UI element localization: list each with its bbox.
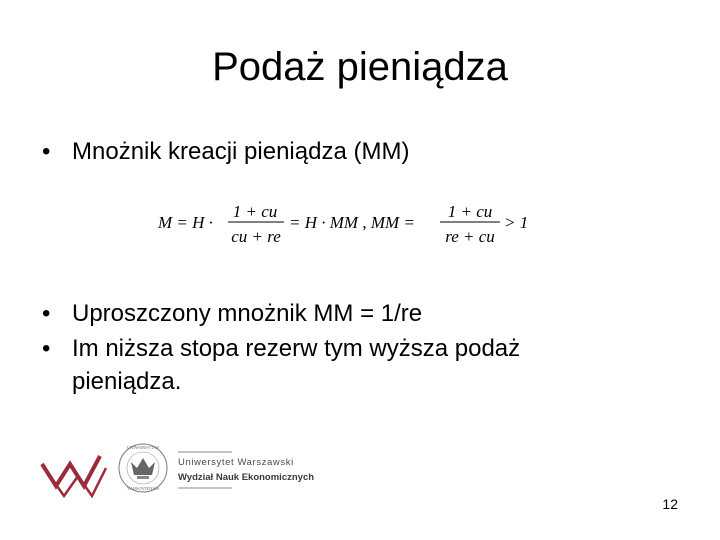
- bullet-text: Mnożnik kreacji pieniądza (MM): [72, 138, 410, 165]
- slide-title: Podaż pieniądza: [212, 45, 508, 89]
- wne-mark-icon: [42, 456, 100, 486]
- university-logo: [38, 440, 358, 500]
- page-number: 12: [662, 496, 678, 512]
- bullet-text: pieniądza.: [72, 368, 182, 395]
- bullet-marker: •: [42, 138, 51, 165]
- university-seal-icon: [119, 444, 167, 492]
- formula-frac2-denominator: re + cu: [445, 227, 495, 246]
- logo-university-name: Uniwersytet Warszawski: [178, 457, 294, 468]
- formula-rhs: > 1: [504, 213, 529, 232]
- seal-bottom-text: VARSOVIENSIS: [127, 486, 159, 491]
- bullet-text: Im niższa stopa rezerw tym wyższa podaż: [72, 335, 521, 362]
- formula-frac1-denominator: cu + re: [231, 227, 281, 246]
- formula-frac2-numerator: 1 + cu: [447, 202, 493, 221]
- money-multiplier-formula: [158, 197, 538, 251]
- bullet-marker: •: [42, 300, 51, 327]
- seal-top-text: UNIWERSYTAS: [127, 445, 159, 450]
- bullet-text: Uproszczony mnożnik MM = 1/re: [72, 300, 423, 327]
- logo-faculty-name: Wydział Nauk Ekonomicznych: [178, 472, 315, 483]
- formula-lhs: M = H ·: [158, 213, 213, 232]
- formula-frac1-numerator: 1 + cu: [232, 202, 278, 221]
- formula-middle: = H · MM , MM =: [289, 213, 415, 232]
- bullet-marker: •: [42, 335, 51, 362]
